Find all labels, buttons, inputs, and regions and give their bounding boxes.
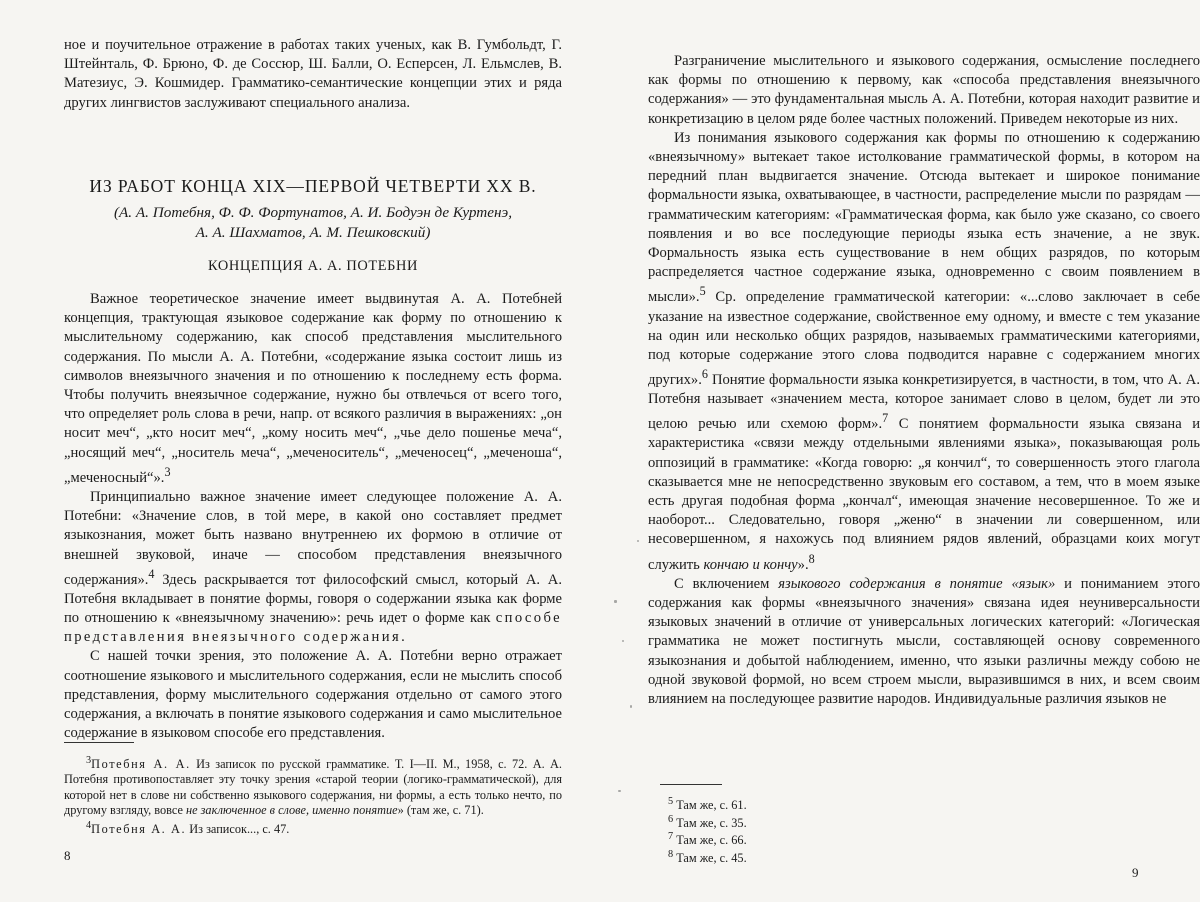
chapter-authors-line1: (А. А. Потебня, Ф. Ф. Фортунатов, А. И. Бодуэн де Куртенэ, (113, 204, 513, 221)
intro-text: ное и поучительное отражение в работах таких ученых, как В. Гумбольдт, Г. Штейнталь, Ф. Брюно, Ф. де Соссюр, Ш. Балли, О. Есперсен, Л. Ельмслев, В. Матезиус, Э. Кошмидер. Грамматико-семантические концепции этих и ряда других лингвистов заслуживают специального анализа. (64, 37, 562, 111)
footnote-5-num: 5 (668, 796, 674, 807)
footnote-7 (668, 830, 868, 848)
scan-speck (618, 790, 621, 792)
footnote-ref-7: 7 (882, 411, 889, 426)
scan-speck (614, 600, 617, 603)
right-p2-text-d: С понятием формальности языка связана и характеристика «связи между отдельными явлениями языка», показывающая роль оппозиций в грамматике: «Когда говорю: „я кончил“, то совершенность этого глагола сказывается мне не непосредственно звуковым его составом, а тем, что в моем языке есть другая подобная форма „кончал“, имеющая значение несовершенное. То же и наоборот... Следовательно, говоря „женю“ в значении ли совершенном, или несовершенном, я нахожусь под влиянием рядов явлений, образцами коих могут служить (648, 416, 1200, 573)
left-footnote-rule (64, 742, 134, 743)
scan-speck (622, 640, 624, 642)
left-p2-spaced: способе представления внеязычного содержания. (64, 609, 562, 646)
left-p2-text-b: Здесь раскрывается тот философский смысл, который А. А. Потебня вкладывает в понятие формы, говоря о содержании языка как форме по отношению к «внеязычному значению»: речь идет о форме как (64, 571, 562, 626)
footnote-7-num: 7 (668, 831, 674, 843)
right-p3-text-a: С включением (674, 575, 779, 592)
right-p3-text-b: и пониманием этого содержания как формы «внеязычного значения» связана идея неуниверсальности языковых значений в отличие от универсальных логических категорий: «Логическая грамматика не может постигнуть мысли, составляющей основу современного языкознания и добытой наблюдением, именно, что языки различны между собою не одной звуковой формой, но всем строем мысли, выразившимся в них, и всем своим влиянием на последующее развитие народов. Индивидуальные различия языков не (648, 575, 1200, 707)
footnote-3-text-b: » (там же, с. 71). (397, 802, 484, 817)
right-paragraph-2 (648, 129, 1200, 575)
footnote-3-text-a: Из записок по русской грамматике. Т. I—II. М., 1958, с. 72. А. А. Потебня противопоставляет эту точку зрения «старой теории (логико-грамматической), для которой нет в слове ни собственно языкового содержания, ни формы, а есть только нечто, по другому взгляду, вовсе (64, 757, 562, 817)
right-paragraph-3 (648, 575, 1200, 709)
chapter-authors-line2: А. А. Шахматов, А. М. Пешковский) (195, 224, 431, 241)
right-p2-text-a: Из понимания языкового содержания как формы по отношению к содержанию «внеязычному» вытекает такое истолкование грамматической формы, в котором на передний план выдвигается значение. Отсюда вытекает и широкое понимание формальности языка, охватывающее, в частности, распределение мысли по разрядам — грамматическим категориям: «Грамматическая форма, как было уже сказано, со своего появления и во все последующие периоды языка есть значение, а не звук. Формальность языка есть существование в нем общих разрядов, по которым распределяется частное содержание языка, одновременно с своим появлением в мысли». (648, 129, 1200, 306)
left-paragraph-1 (64, 290, 562, 488)
right-footnotes (668, 795, 868, 866)
right-footnote-rule (660, 784, 722, 785)
page-number-left: 8 (64, 848, 71, 863)
footnote-8-num: 8 (668, 849, 674, 861)
footnote-ref-5: 5 (699, 284, 706, 299)
left-p2-text-a: Принципиально важное значение имеет следующее положение А. А. Потебни: «Значение слов, в той мере, в какой оно составляет предмет языкознания, может быть названо внутреннею их формою в отличие от внешней звуковой, иначе — способом представления внеязычного содержания». (64, 488, 562, 588)
footnote-4-author: Потебня А. А. (91, 822, 187, 836)
right-p2-text-c: Понятие формальности языка конкретизируется, в частности, в том, что А. А. Потебня называет «значением места, которое занимает слово в целом, будет ли это целою речью или схемою форм». (648, 371, 1200, 433)
chapter-title: ИЗ РАБОТ КОНЦА XIX—ПЕРВОЙ ЧЕТВЕРТИ XX В. (89, 176, 537, 196)
right-p3-italic: языкового содержания в понятие «язык» (778, 575, 1056, 592)
scan-speck (637, 540, 639, 542)
footnote-3-author: Потебня А. А. (91, 757, 191, 772)
footnote-ref-4: 4 (148, 566, 155, 581)
footnote-8 (668, 848, 868, 866)
footnote-4-num: 4 (86, 819, 92, 831)
footnote-7-text: Там же, с. 66. (676, 833, 747, 848)
footnote-4 (64, 818, 562, 837)
footnote-4-text: Из записок..., с. 47. (186, 822, 290, 836)
chapter-authors (64, 203, 562, 243)
footnote-3-num: 3 (86, 755, 92, 766)
left-p1-text: Важное теоретическое значение имеет выдвинутая А. А. Потебней концепция, трактующая языковое содержание как форму по отношению к мыслительному содержанию, как способ представления мыслительного содержания. По мысли А. А. Потебни, «содержание языка состоит лишь из символов внеязычного значения и по отношению к последнему есть форма. Чтобы получить внеязычное содержание, нужно бы отвлечься от всего того, что определяет роль слова в речи, напр. от всякого различия в выражениях: „он носит меч“, „кто носит меч“, „кому носить меч“, „чье дело пошенье меча“, „носящий меч“, „носитель меча“, „меченоситель“, „меченосец“, „меченоша“, „меченосный“». (64, 291, 562, 486)
footnote-6 (668, 813, 868, 831)
page-number-right: 9 (1132, 865, 1139, 880)
footnote-3 (64, 753, 562, 818)
footnote-5-text: Там же, с. 61. (676, 798, 747, 813)
footnote-6-text: Там же, с. 35. (676, 815, 747, 830)
left-paragraph-2 (64, 488, 562, 647)
left-footnotes (64, 753, 562, 837)
right-body (648, 52, 1200, 709)
right-p2-italic: кончаю и кончу (703, 556, 798, 573)
footnote-ref-3: 3 (164, 464, 171, 479)
left-intro-paragraph (64, 36, 562, 113)
left-paragraph-3: С нашей точки зрения, это положение А. А. Потебни верно отражает соотношение языкового и мыслительного содержания, если не мыслить способ представления, форму мыслительного содержания отдельно от самого этого содержания, а включать в понятие языкового содержания и само мыслительное содержание в языковом способе его представления. (64, 648, 562, 742)
scan-speck (630, 705, 632, 708)
right-p2-text-e: ». (797, 556, 809, 573)
left-body (64, 290, 562, 743)
right-paragraph-1: Разграничение мыслительного и языкового содержания, осмысление последнего как формы по отношению к первому, как «способа представления внеязычного содержания» — это фундаментальная мысль А. А. Потебни, которая находит развитие и конкретизацию в целом ряде более частных положений. Приведем некоторые из них. (648, 53, 1200, 127)
right-p2-text-b: Ср. определение грамматической категории: «...слово заключает в себе указание на известное содержание, свойственное ему одному, и вместе с тем указание на один или несколько общих разрядов, называемых грамматическими категориями, под которые содержание этого слова подводится наравне с содержанием многих других». (648, 289, 1200, 388)
footnote-ref-8: 8 (808, 551, 815, 566)
footnote-ref-6: 6 (701, 367, 708, 382)
section-title: КОНЦЕПЦИЯ А. А. ПОТЕБНИ (208, 258, 418, 274)
right-footnote-list (668, 795, 868, 866)
footnote-8-text: Там же, с. 45. (676, 851, 747, 866)
footnote-6-num: 6 (668, 813, 674, 825)
footnote-5 (668, 795, 868, 813)
footnote-3-italic: не заключенное в слове, именно понятие (186, 802, 398, 817)
